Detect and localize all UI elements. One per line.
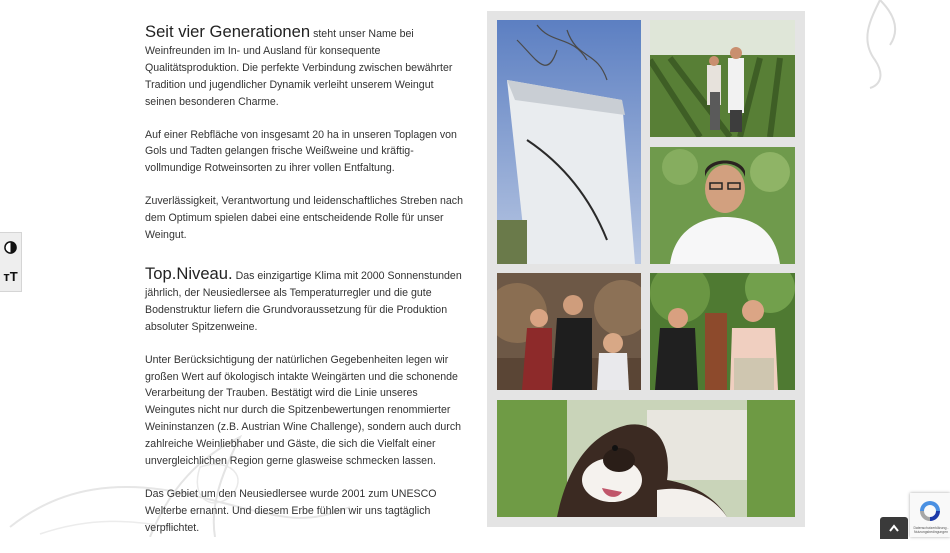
accessibility-toolbar: [0, 232, 22, 292]
recaptcha-badge[interactable]: [910, 493, 950, 537]
recaptcha-icon: [918, 499, 942, 523]
photo-cellar-family[interactable]: [497, 273, 641, 390]
photo-winemaker-portrait[interactable]: [650, 147, 795, 264]
lead-heading: Seit vier Generationen: [145, 22, 311, 41]
photo-gallery: [487, 11, 805, 527]
lead-heading: Top.Niveau.: [145, 263, 233, 283]
decorative-swirl: [840, 0, 910, 90]
contrast-icon: [4, 241, 17, 254]
paragraph-values: Zuverlässigkeit, Verantwortung und leidenschaftliches Streben nach dem Optimum spielen dabei eine entscheidende Rolle für unser Weingut.: [145, 195, 463, 242]
photo-dog[interactable]: [497, 400, 795, 517]
contrast-toggle-button[interactable]: [0, 233, 21, 262]
font-size-toggle-button[interactable]: [0, 262, 21, 291]
photo-family-vineyard[interactable]: [650, 20, 795, 137]
main-text: [145, 24, 463, 553]
paragraph-climate: Top.Niveau. Das einzigartige Klima mit 2000 Sonnenstunden jährlich, der Neusiedlersee als Temperaturregler und die gute Bodenstruktur liefern die Grundvoraussetzung für die Produktion absoluter Spitzenweine.: [145, 263, 462, 333]
photo-couple-garden[interactable]: [650, 273, 795, 390]
back-to-top-button[interactable]: [880, 517, 908, 539]
paragraph-intro: Seit vier Generationen steht unser Name bei Weinfreunden im In- und Ausland für konsequente Qualitätsproduktion. Die perfekte Verbindung zwischen bewährter Tradition und jugendlicher Dynamik verleiht unserem Weingut seinen besonderen Charme.: [145, 22, 453, 108]
font-size-icon: ᴛT: [3, 269, 18, 284]
recaptcha-terms: Datenschutzerklärung - Nutzungsbedingungen: [913, 526, 949, 534]
paragraph-unesco: Das Gebiet um den Neusiedlersee wurde 2001 zum UNESCO Welterbe ernannt. Und diesem Erbe fühlen wir uns tagtäglich verpflichtet.: [145, 487, 437, 534]
photo-sign-sculpture[interactable]: [497, 20, 641, 264]
chevron-up-icon: [889, 524, 899, 532]
paragraph-vineyard: Auf einer Rebfläche von insgesamt 20 ha in unseren Toplagen von Gols und Tadten gelangen frische Weißweine und kräftig-vollmundige Rotweinsorten zu ihrer vollen Entfaltung.: [145, 128, 457, 175]
paragraph-ecology: Unter Berücksichtigung der natürlichen Gegebenheiten legen wir großen Wert auf ökologisch intakte Weingärten und die schonende Verarbeitung der Trauben. Bestätigt wird die Linie unseres Weingutes nicht nur durch die Spitzenbewertungen renommierter Weininstanzen (z.B. Austrian Wine Challenge), sondern auch durch zahlreiche Weinliebhaber und Gäste, die sich die Vielfalt einer unvergleichlichen Region gerne glasweise schmecken lassen.: [145, 353, 462, 468]
